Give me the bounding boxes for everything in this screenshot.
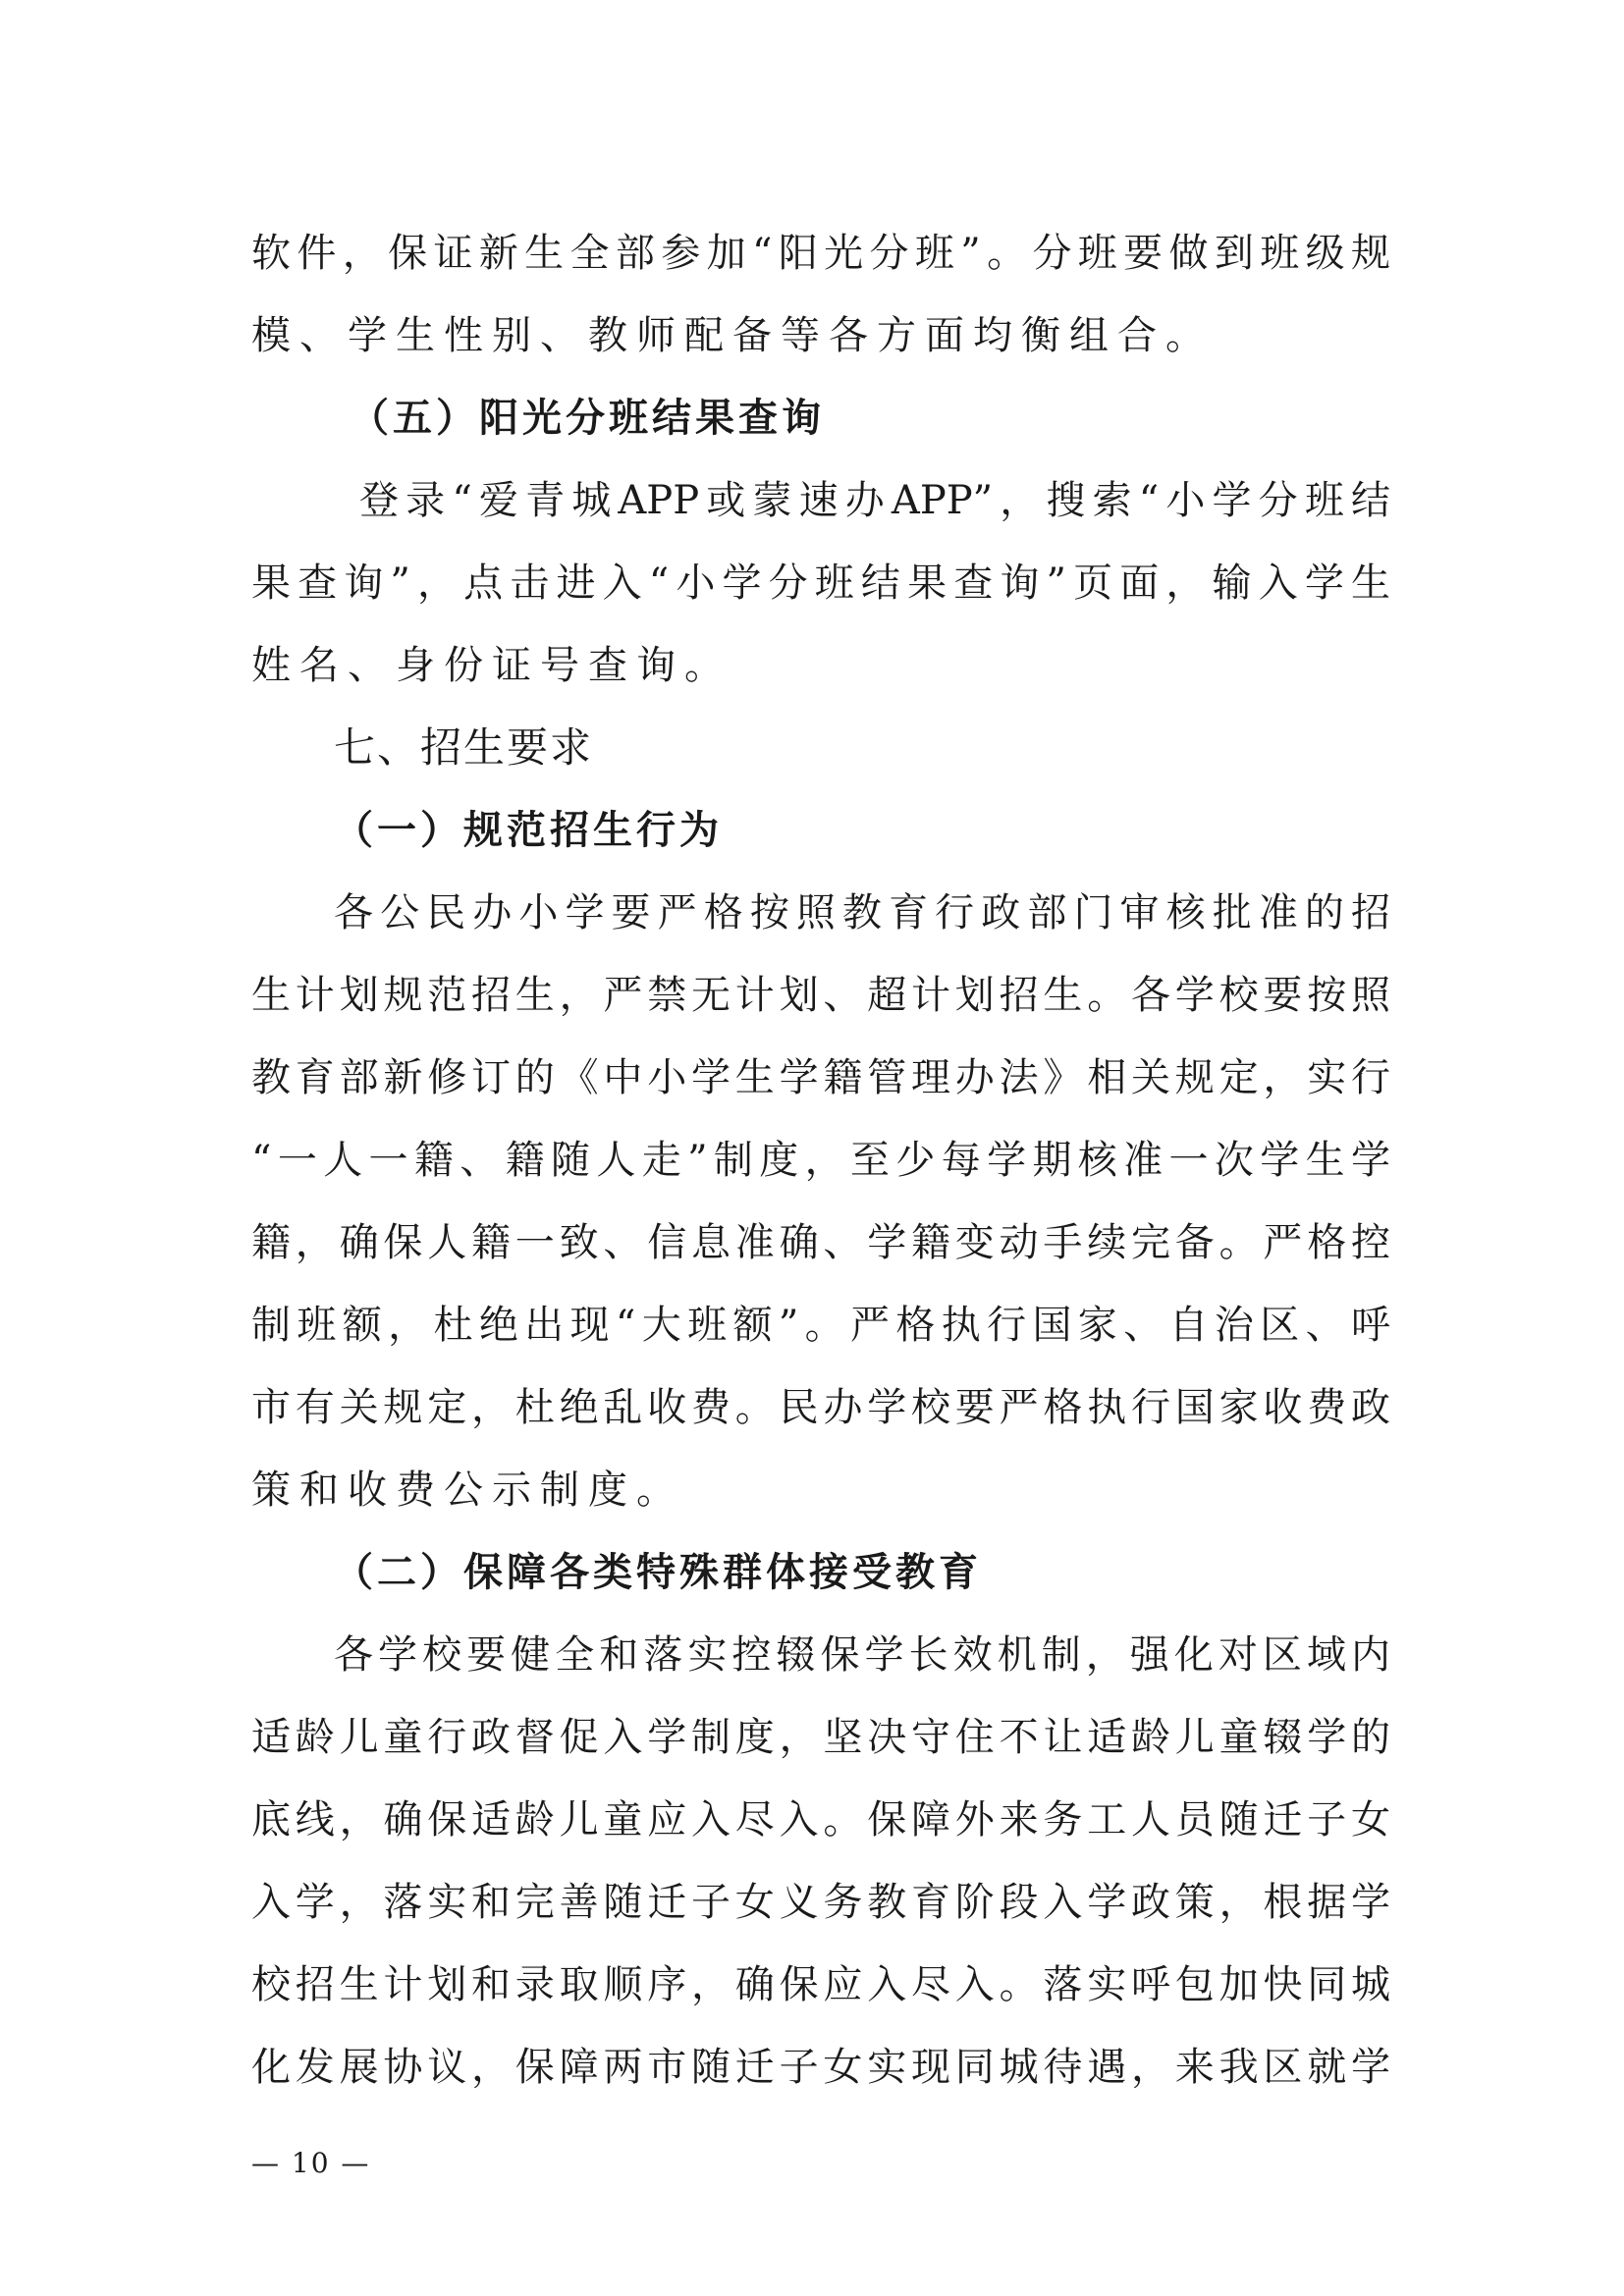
paragraph-line: 市有关规定，杜绝乱收费。民办学校要严格执行国家收费政 — [251, 1385, 1390, 1430]
section-heading-2: （二）保障各类特殊群体接受教育 — [334, 1550, 982, 1595]
section-heading-1: （一）规范招生行为 — [334, 808, 723, 853]
paragraph-line: 化发展协议，保障两市随迁子女实现同城待遇，来我区就学 — [251, 2045, 1390, 2090]
paragraph-line: 姓名、身份证号查询。 — [251, 643, 732, 688]
section-heading-5: （五）阳光分班结果查询 — [350, 396, 825, 441]
paragraph-line: “一人一籍、籍随人走”制度，至少每学期核准一次学生学 — [251, 1138, 1390, 1183]
paragraph-line: 各公民办小学要严格按照教育行政部门审核批准的招 — [334, 890, 1390, 935]
chapter-heading-7: 七、招生要求 — [334, 723, 594, 772]
paragraph-line: 入学，落实和完善随迁子女义务教育阶段入学政策，根据学 — [251, 1880, 1390, 1925]
paragraph-line: 果查询”，点击进入“小学分班结果查询”页面，输入学生 — [251, 561, 1390, 606]
paragraph-line: 校招生计划和录取顺序，确保应入尽入。落实呼包加快同城 — [251, 1962, 1390, 2007]
page-number: — 10 — — [251, 2147, 371, 2179]
paragraph-line: 登录“爱青城APP或蒙速办APP”，搜索“小学分班结 — [359, 478, 1390, 523]
paragraph-line: 各学校要健全和落实控辍保学长效机制，强化对区域内 — [334, 1632, 1390, 1678]
paragraph-line: 适龄儿童行政督促入学制度，坚决守住不让适龄儿童辍学的 — [251, 1715, 1390, 1760]
paragraph-line: 模、学生性别、教师配备等各方面均衡组合。 — [251, 313, 1214, 358]
paragraph-line: 教育部新修订的《中小学生学籍管理办法》相关规定，实行 — [251, 1055, 1390, 1100]
paragraph-line: 生计划规范招生，严禁无计划、超计划招生。各学校要按照 — [251, 973, 1390, 1018]
paragraph-line: 软件，保证新生全部参加“阳光分班”。分班要做到班级规 — [251, 231, 1390, 276]
paragraph-line: 籍，确保人籍一致、信息准确、学籍变动手续完备。严格控 — [251, 1220, 1390, 1265]
paragraph-line: 制班额，杜绝出现“大班额”。严格执行国家、自治区、呼 — [251, 1303, 1390, 1348]
paragraph-line: 底线，确保适龄儿童应入尽入。保障外来务工人员随迁子女 — [251, 1797, 1390, 1842]
paragraph-line: 策和收费公示制度。 — [251, 1468, 684, 1513]
